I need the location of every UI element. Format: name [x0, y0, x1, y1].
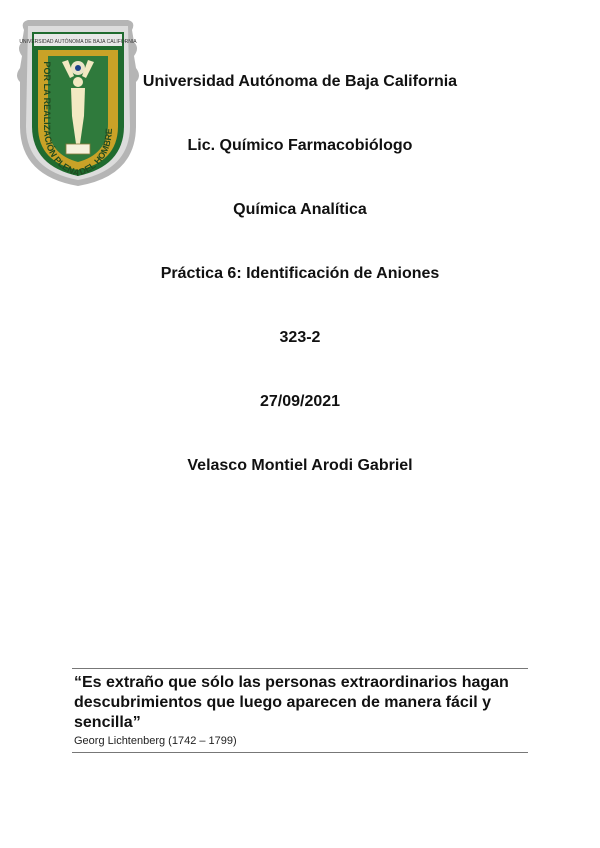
student-name: Velasco Montiel Arodi Gabriel — [187, 457, 413, 474]
course-name: Química Analítica — [233, 201, 367, 218]
quote-author: Georg Lichtenberg (1742 – 1799) — [74, 735, 237, 747]
university-seal-logo — [14, 16, 142, 188]
epigraph — [72, 668, 528, 753]
date: 27/09/2021 — [259, 393, 341, 410]
group-number: 323-2 — [279, 329, 321, 346]
seal-top-text: UNIVERSIDAD AUTÓNOMA DE BAJA CALIFORNIA — [19, 39, 137, 45]
university-name: Universidad Autónoma de Baja California — [142, 73, 458, 90]
program-name: Lic. Químico Farmacobiólogo — [187, 137, 413, 154]
bottom-divider — [72, 752, 528, 753]
top-divider — [72, 668, 528, 669]
svg-text:POR LA REALIZACIÓN PLENA DEL H: POR LA REALIZACIÓN PLENA DEL HOMBRE — [41, 61, 115, 179]
practice-title: Práctica 6: Identificación de Aniones — [160, 265, 440, 282]
quote-text: “Es extraño que sólo las personas extraordinarios hagan descubrimientos que luego aparecen de manera fácil y sencilla” — [74, 674, 509, 731]
